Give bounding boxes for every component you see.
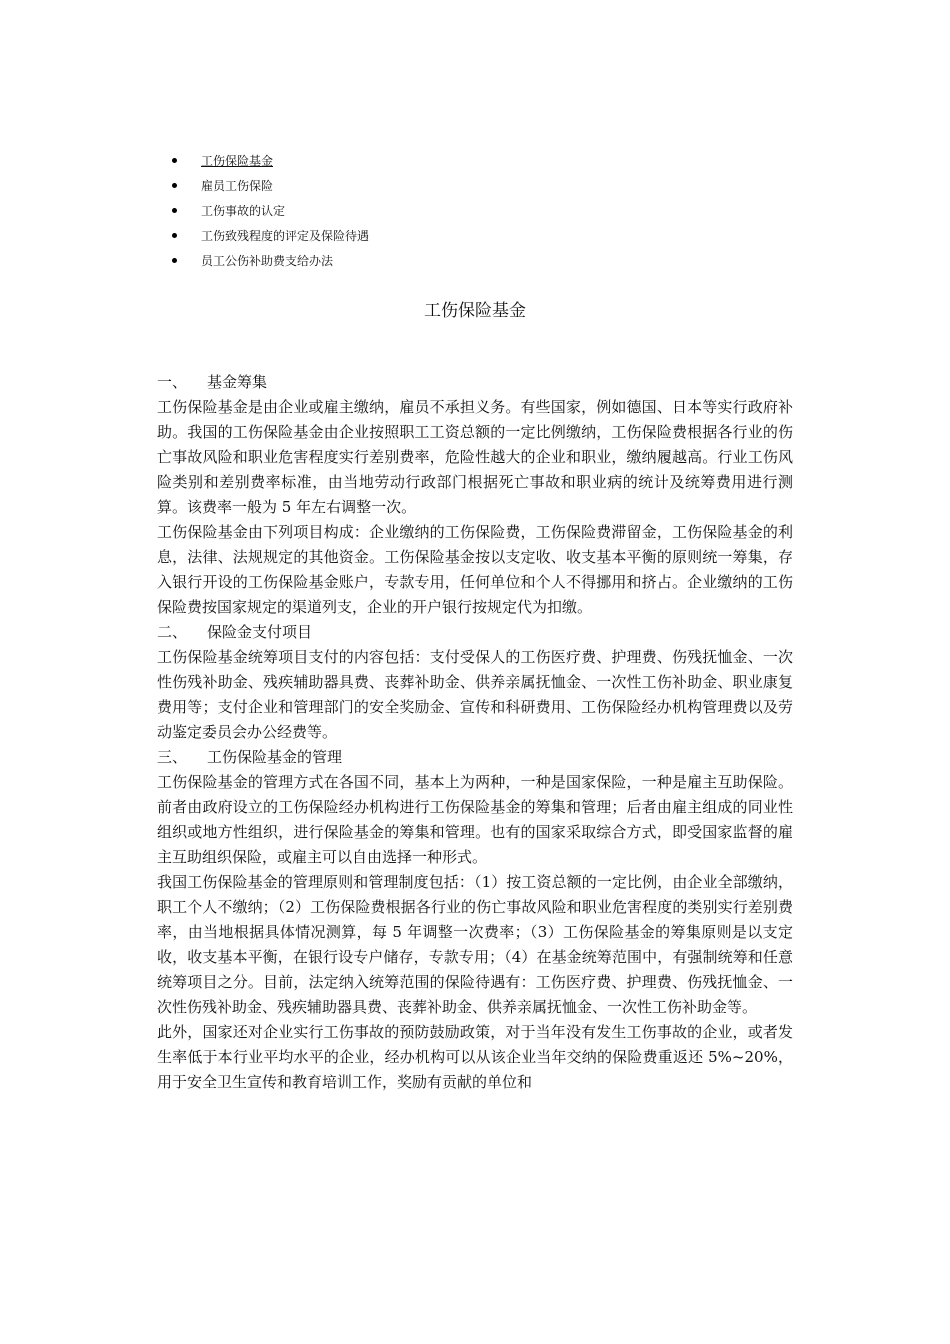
- paragraph: 我国工伤保险基金的管理原则和管理制度包括：（1）按工资总额的一定比例，由企业全部缴纳，职工个人不缴纳；（2）工伤保险费根据各行业的伤亡事故风险和职业危害程度的类别实行差别费率，由当地根据具体情况测算，每 5 年调整一次费率；（3）工伤保险基金的筹集原则是以支定收，收支基本平衡，在银行设专户储存，专款专用；（4）在基金统筹范围中，有强制统筹和任意统筹项目之分。目前，法定纳入统筹范围的保险待遇有：工伤医疗费、护理费、伤残抚恤金、一次性伤残补助金、残疾辅助器具费、丧葬补助金、供养亲属抚恤金、一次性工伤补助金等。: [157, 873, 793, 1016]
- article-body: [157, 370, 793, 1095]
- toc-item-disability-evaluation: [170, 225, 369, 250]
- bullet-icon: [172, 233, 177, 238]
- bullet-icon: [172, 208, 177, 213]
- section-heading: [157, 620, 793, 645]
- toc-item-accident-determination: [170, 200, 369, 225]
- section-heading: [157, 745, 793, 770]
- paragraph: 工伤保险基金的管理方式在各国不同，基本上为两种，一种是国家保险，一种是雇主互助保险。前者由政府设立的工伤保险经办机构进行工伤保险基金的筹集和管理；后者由雇主组成的同业性组织或地方性组织，进行保险基金的筹集和管理。也有的国家采取综合方式，即受国家监督的雇主互助组织保险，或雇主可以自由选择一种形式。: [157, 773, 793, 866]
- toc-item-subsidy-payment: [170, 250, 369, 275]
- section-number: 二、: [157, 623, 188, 641]
- bullet-icon: [172, 158, 177, 163]
- paragraph: 工伤保险基金统筹项目支付的内容包括：支付受保人的工伤医疗费、护理费、伤残抚恤金、一次性伤残补助金、残疾辅助器具费、丧葬补助金、供养亲属抚恤金、一次性工伤补助金、职业康复费用等；支付企业和管理部门的安全奖励金、宣传和科研费用、工伤保险经办机构管理费以及劳动鉴定委员会办公经费等。: [157, 648, 793, 741]
- section-heading-text: 工伤保险基金的管理: [207, 748, 343, 766]
- toc-item-label: 雇员工伤保险: [201, 179, 274, 193]
- toc-link-label[interactable]: 工伤保险基金: [201, 154, 274, 168]
- toc-item-fund[interactable]: [170, 150, 369, 175]
- section-heading-text: 基金筹集: [207, 373, 268, 391]
- paragraph: 此外，国家还对企业实行工伤事故的预防鼓励政策，对于当年没有发生工伤事故的企业，或者发生率低于本行业平均水平的企业，经办机构可以从该企业当年交纳的保险费重返还 5%~20%，用于安全卫生宣传和教育培训工作，奖励有贡献的单位和: [157, 1023, 793, 1091]
- page-title: 工伤保险基金: [424, 301, 526, 321]
- table-of-contents: [170, 150, 369, 275]
- section-number: 一、: [157, 373, 188, 391]
- section-heading: [157, 370, 793, 395]
- toc-item-label: 工伤事故的认定: [201, 204, 286, 218]
- section-number: 三、: [157, 748, 188, 766]
- bullet-icon: [172, 183, 177, 188]
- bullet-icon: [172, 258, 177, 263]
- paragraph: 工伤保险基金由下列项目构成：企业缴纳的工伤保险费，工伤保险费滞留金，工伤保险基金的利息，法律、法规规定的其他资金。工伤保险基金按以支定收、收支基本平衡的原则统一筹集，存入银行开设的工伤保险基金账户，专款专用，任何单位和个人不得挪用和挤占。企业缴纳的工伤保险费按国家规定的渠道列支，企业的开户银行按规定代为扣缴。: [157, 523, 793, 616]
- toc-item-label: 员工公伤补助费支给办法: [201, 254, 334, 268]
- paragraph: 工伤保险基金是由企业或雇主缴纳，雇员不承担义务。有些国家，例如德国、日本等实行政府补助。我国的工伤保险基金由企业按照职工工资总额的一定比例缴纳，工伤保险费根据各行业的伤亡事故风险和职业危害程度实行差别费率，危险性越大的企业和职业，缴纳履越高。行业工伤风险类别和差别费率标准，由当地劳动行政部门根据死亡事故和职业病的统计及统筹费用进行测算。该费率一般为 5 年左右调整一次。: [157, 398, 793, 516]
- toc-item-label: 工伤致残程度的评定及保险待遇: [201, 229, 370, 243]
- section-heading-text: 保险金支付项目: [207, 623, 313, 641]
- toc-item-employee-insurance: [170, 175, 369, 200]
